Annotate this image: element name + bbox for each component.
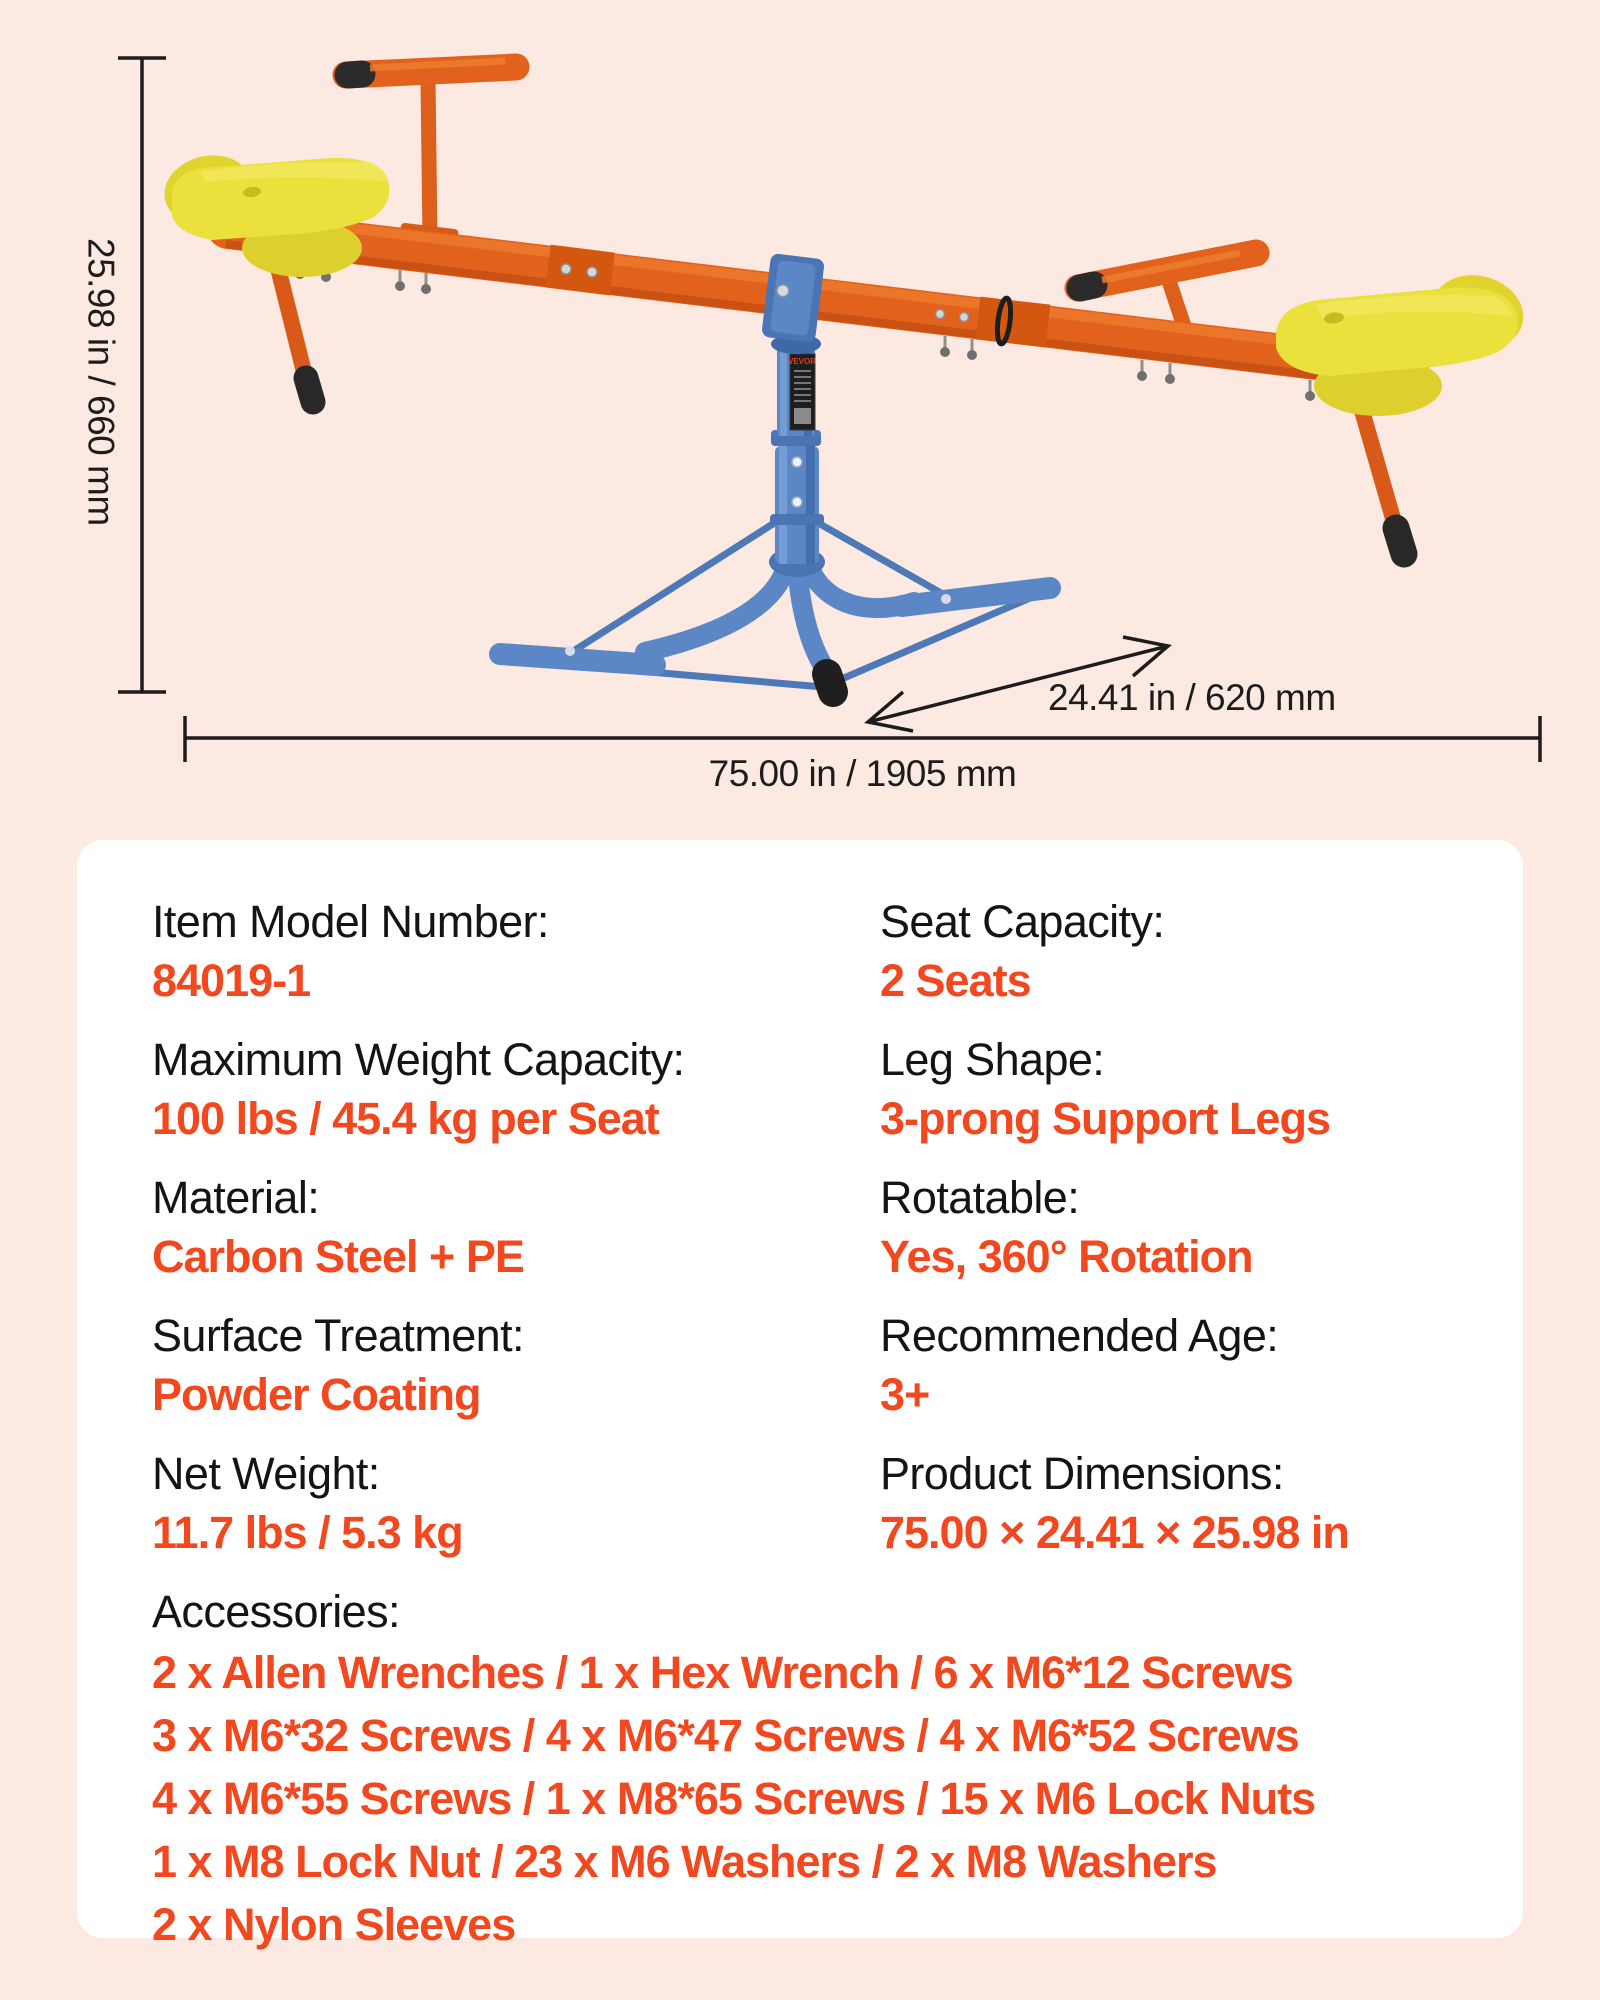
spec-label: Seat Capacity: xyxy=(880,896,1165,947)
spec-value: 11.7 lbs / 5.3 kg xyxy=(152,1507,463,1558)
spec-label: Item Model Number: xyxy=(152,896,549,947)
spec-label: Leg Shape: xyxy=(880,1034,1105,1085)
spec-value: 2 Seats xyxy=(880,955,1031,1006)
product-diagram xyxy=(0,0,1600,840)
spec-max-weight-capacity xyxy=(152,1034,880,1146)
seat-left xyxy=(157,146,389,277)
accessories-line: 3 x M6*32 Screws / 4 x M6*47 Screws / 4 x M6*52 Screws xyxy=(152,1710,1299,1761)
depth-dimension-label: 24.41 in / 620 mm xyxy=(1048,677,1336,718)
spec-value: 100 lbs / 45.4 kg per Seat xyxy=(152,1093,659,1144)
spec-label: Maximum Weight Capacity: xyxy=(152,1034,685,1085)
sticker-brand-text: VEVOR xyxy=(787,357,817,366)
warning-sticker xyxy=(788,354,816,430)
spec-value: 3+ xyxy=(880,1369,930,1420)
spec-value: 3-prong Support Legs xyxy=(880,1093,1330,1144)
spec-value: Yes, 360° Rotation xyxy=(880,1231,1253,1282)
spec-label: Product Dimensions: xyxy=(880,1448,1284,1499)
spec-label: Net Weight: xyxy=(152,1448,380,1499)
spec-seat-capacity xyxy=(880,896,1473,1008)
height-dimension-line xyxy=(118,58,166,692)
spec-leg-shape xyxy=(880,1034,1473,1146)
seesaw-illustration xyxy=(0,0,1600,840)
pivot-bracket xyxy=(761,253,825,343)
spec-material xyxy=(152,1172,880,1284)
spec-label: Surface Treatment: xyxy=(152,1310,524,1361)
spec-value: Carbon Steel + PE xyxy=(152,1231,524,1282)
spec-product-dimensions xyxy=(880,1448,1473,1560)
handle-end-cap xyxy=(348,74,362,75)
spec-value: 84019-1 xyxy=(152,955,311,1006)
spec-recommended-age xyxy=(880,1310,1473,1422)
support-leg-left xyxy=(278,268,313,402)
spec-rotatable xyxy=(880,1172,1473,1284)
spec-label: Rotatable: xyxy=(880,1172,1080,1223)
accessories-line: 2 x Nylon Sleeves xyxy=(152,1899,516,1950)
seat-right xyxy=(1276,265,1532,416)
spec-value: Powder Coating xyxy=(152,1369,481,1420)
accessories-line: 2 x Allen Wrenches / 1 x Hex Wrench / 6 x M6*12 Screws xyxy=(152,1647,1293,1698)
spec-value: 75.00 × 24.41 × 25.98 in xyxy=(880,1507,1349,1558)
accessories-line: 1 x M8 Lock Nut / 23 x M6 Washers / 2 x M8 Washers xyxy=(152,1836,1217,1887)
length-dimension-label: 75.00 in / 1905 mm xyxy=(708,753,1017,794)
accessories-line: 4 x M6*55 Screws / 1 x M8*65 Screws / 15 x M6 Lock Nuts xyxy=(152,1773,1316,1824)
spec-net-weight xyxy=(152,1448,880,1560)
specs-card xyxy=(77,840,1523,1950)
handle-end-cap xyxy=(1080,285,1094,288)
spec-label: Recommended Age: xyxy=(880,1310,1279,1361)
spec-surface-treatment xyxy=(152,1310,880,1422)
handlebar-left xyxy=(346,61,516,247)
spec-label: Accessories: xyxy=(152,1586,400,1637)
spec-accessories xyxy=(152,1586,1473,1953)
specs-grid xyxy=(152,896,1473,1953)
spec-item-model-number xyxy=(152,896,880,1008)
spec-label: Material: xyxy=(152,1172,320,1223)
pivot-stand xyxy=(500,334,1050,692)
height-dimension-label: 25.98 in / 660 mm xyxy=(80,238,122,526)
front-foot-cap xyxy=(827,674,833,692)
